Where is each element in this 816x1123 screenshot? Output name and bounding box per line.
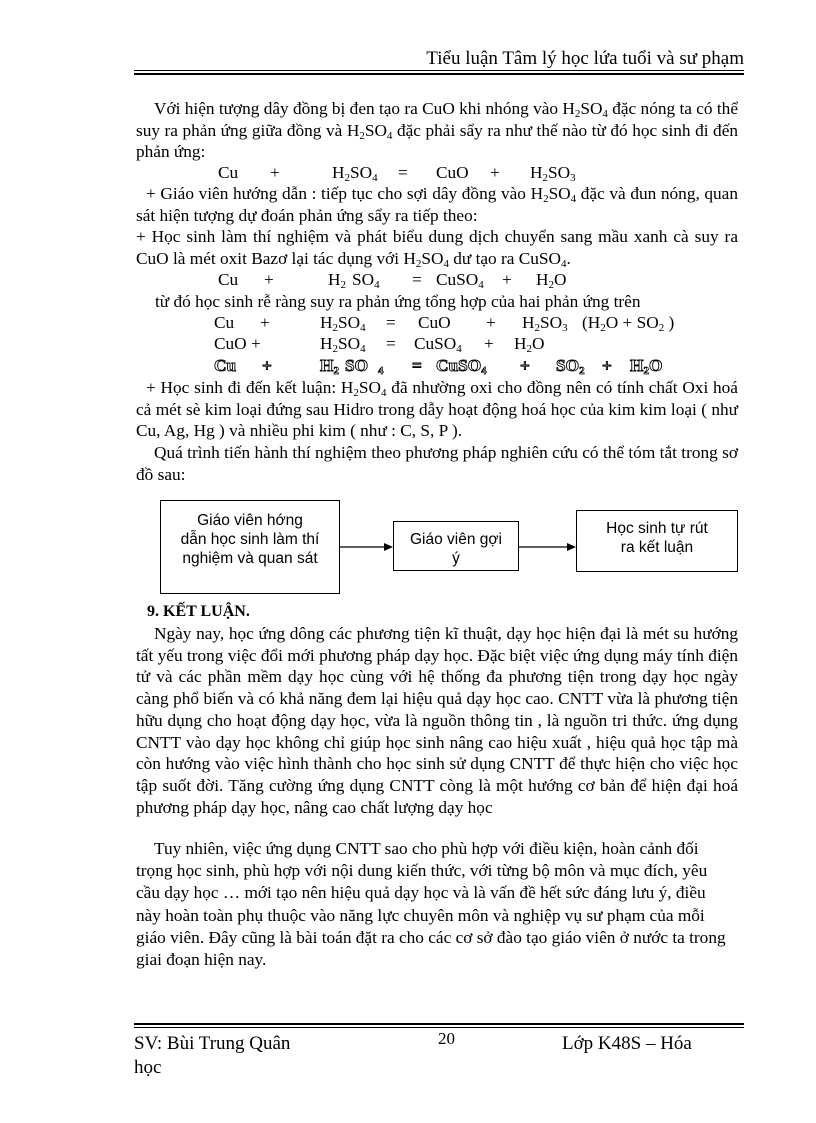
box-line: ý: [452, 550, 460, 567]
section-heading: 9. KẾT LUẬN.: [147, 603, 250, 620]
footer-page-number: 20: [438, 1029, 455, 1048]
paragraph: Ngày nay, học ứng dông các phương tiện kĩ thuật, dạy học hiện đại là mét su hướng tất yếu trong việc đổi mới phương pháp dạy học. Đặc biệt việc ứng dụng máy tính điện tử và các phần mềm dạy học cùng với hệ thống đa phương tiện trong dạy học ngày càng phổ biến và có khả năng đem lại hiệu quả dạy học cao. CNTT vừa là phương tiện hữu dụng cho hoạt động dạy học, vừa là nguồn thông tin , là nguồn tri thức. ứng dụng CNTT vào dạy học không chỉ giúp học sinh nâng cao hiệu xuất , hiệu quả học tập mà còn hướng vào việc hình thành cho học sinh sử dụng CNTT để thực hiện cho việc học tập suốt đời. Tăng cường ứng dụng CNTT còng là một hướng cơ bản để hiện đại hoá phương pháp dạy học, nâng cao chất lượng dạy học: [136, 624, 738, 817]
arrow-right-icon: [339, 543, 393, 551]
box-line: Học sinh tự rút: [606, 520, 708, 537]
header-title: Tiểu luận Tâm lý học lứa tuổi và sư phạm: [426, 48, 744, 69]
footer-class-continued: học: [134, 1057, 162, 1078]
paragraph: + Giáo viên hướng dẫn : tiếp tục cho sợi dây đồng vào $H_2SO_4$ đặc và đun nóng, quan sát hiện tượng dự đoán phản ứng sẩy ra tiếp theo:: [136, 184, 738, 225]
paragraph: từ đó học sinh rễ ràng suy ra phản ứng tổng hợp của hai phản ứng trên: [155, 292, 641, 311]
footer-student: SV: Bùi Trung Quân: [134, 1033, 291, 1054]
footer-rule-thick: [134, 1023, 744, 1025]
box-line: dẫn học sinh làm thí: [180, 531, 320, 548]
box-line: nghiệm và quan sát: [182, 550, 318, 567]
box-line: Giáo viên hớng: [197, 512, 303, 529]
paragraph: Tuy nhiên, việc ứng dụng CNTT sao cho phù hợp với điều kiện, hoàn cảnh đối trọng học sinh, phù hợp với nội dung kiến thức, với từng bộ môn và mục đích, yêu cầu dạy học … mới tạo nên hiệu quả dạy học và là vấn đề hết sức đáng lưu ý, điều này hoàn toàn phụ thuộc vào năng lực chuyên môn và nghiệp vụ sư phạm của mỗi giáo viên. Đây cũng là bài toán đặt ra cho các cơ sở đào tạo giáo viên ở nước ta trong giai đoạn hiện nay.: [136, 839, 726, 970]
paragraph: + Học sinh làm thí nghiệm và phát biểu dung dịch chuyển sang mầu xanh cà suy ra CuO là mét oxit Bazơ lại tác dụng với $H_2SO_4$ dư tạo ra CuSO$_4$.: [136, 227, 738, 270]
paragraph: Với hiện tượng dây đồng bị đen tạo ra CuO khi nhóng vào $H_2SO_4$ đặc nóng ta có thể suy ra phản ứng giữa đồng và $H_2SO_4$ đặc phải sẩy ra như thế nào từ đó học sinh đi đến phản ứng:: [136, 99, 739, 162]
paragraph: Quá trình tiến hành thí nghiệm theo phương pháp nghiên cứu có thể tóm tắt trong sơ đồ sau:: [136, 443, 738, 484]
box-line: Giáo viên gợi: [409, 531, 503, 548]
footer-class: Lớp K48S – Hóa: [562, 1033, 692, 1054]
paragraph: + Học sinh đi đến kết luận: $H_2SO_4$ đã nhường oxi cho đồng nên có tính chất Oxi hoá cả mét sè kim loại đứng sau Hidro trong dẫy hoạt động hoá học của kim kim loại ( như Cu, Ag, Hg ) và nhiều phi kim ( như : C, S, P ).: [136, 378, 738, 441]
box-line: ra kết luận: [620, 539, 694, 556]
arrow-right-icon: [518, 543, 576, 551]
